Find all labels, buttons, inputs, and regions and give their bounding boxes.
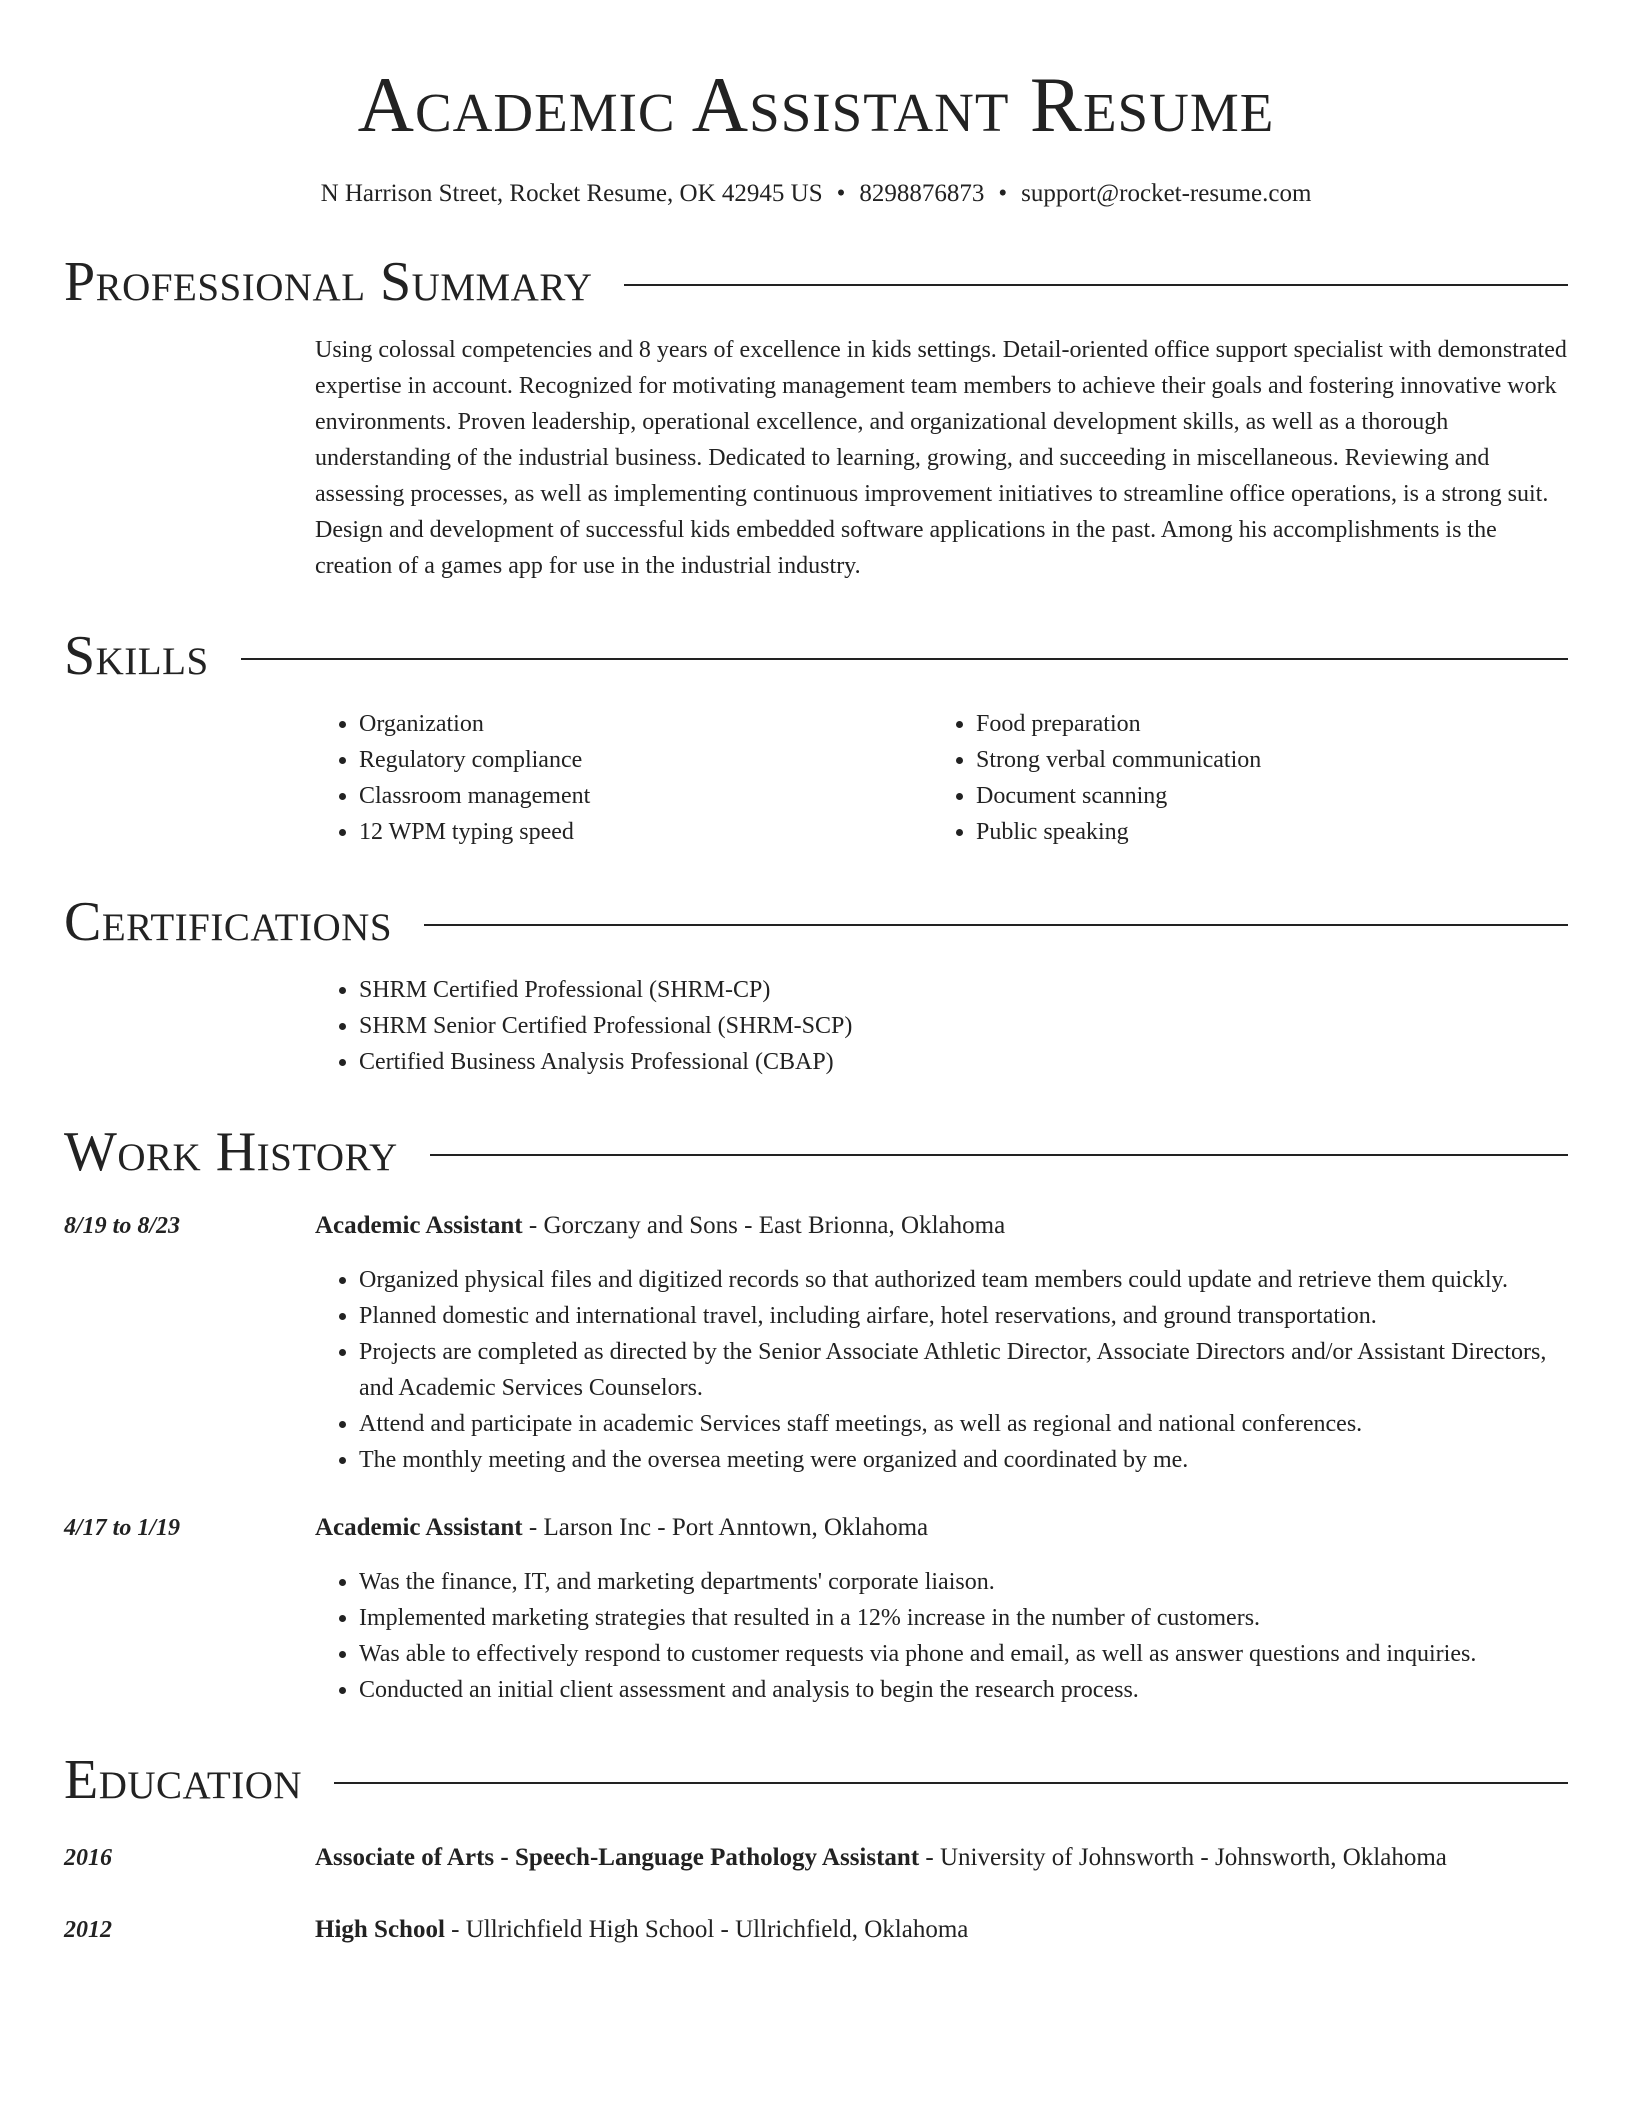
job-dates: 8/19 to 8/23 xyxy=(64,1213,181,1239)
skill-item: • Organization xyxy=(359,706,932,742)
skills-heading: Skills xyxy=(64,625,209,687)
job-entry xyxy=(64,1510,1568,1708)
job-heading xyxy=(315,1208,1568,1244)
job-title: Academic Assistant xyxy=(315,1514,523,1541)
certification-item: • Certified Business Analysis Professional (CBAP) xyxy=(359,1044,1568,1080)
education-school: - University of Johnsworth - Johnsworth, Oklahoma xyxy=(919,1844,1447,1871)
job-bullet: • Attend and participate in academic Services staff meetings, as well as regional and national conferences. xyxy=(359,1406,1568,1442)
resume-title: Academic Assistant Resume xyxy=(357,61,1275,148)
summary-section-header xyxy=(64,250,1568,314)
education-year: 2016 xyxy=(64,1845,112,1871)
section-divider xyxy=(241,658,1568,660)
education-body xyxy=(315,1840,1447,1876)
job-employer: - Larson Inc - Port Anntown, Oklahoma xyxy=(522,1514,929,1541)
job-bullet: • The monthly meeting and the oversea meeting were organized and coordinated by me. xyxy=(359,1442,1568,1478)
contact-line xyxy=(64,178,1568,210)
job-title: Academic Assistant xyxy=(315,1212,523,1239)
job-entry xyxy=(64,1208,1568,1478)
job-bullet: • Implemented marketing strategies that resulted in a 12% increase in the number of customers. xyxy=(359,1600,1568,1636)
skill-item: • Document scanning xyxy=(976,778,1549,814)
section-divider xyxy=(624,284,1568,286)
job-heading xyxy=(315,1510,1568,1546)
certification-item: • SHRM Certified Professional (SHRM-CP) xyxy=(359,972,1568,1008)
job-bullet: • Was able to effectively respond to customer requests via phone and email, as well as answer questions and inquiries. xyxy=(359,1636,1568,1672)
skill-item: • Food preparation xyxy=(976,706,1549,742)
section-divider xyxy=(334,1782,1568,1784)
skill-item: • Public speaking xyxy=(976,814,1549,850)
summary-text: Using colossal competencies and 8 years of excellence in kids settings. Detail-oriented office support specialist with demonstrated expertise in account. Recognized for motivating management team members to achieve their goals and fostering innovative work environments. Proven leadership, operational excellence, and organizational development skills, as well as a thorough understanding of the industrial business. Dedicated to learning, growing, and succeeding in miscellaneous. Reviewing and assessing processes, as well as implementing continuous improvement initiatives to streamline office operations, is a strong suit. Design and development of successful kids embedded software applications in the past. Among his accomplishments is the creation of a games app for use in the industrial industry. xyxy=(315,337,1567,579)
job-body xyxy=(315,1208,1568,1478)
job-employer: - Gorczany and Sons - East Brionna, Oklahoma xyxy=(522,1212,1006,1239)
certifications-heading: Certifications xyxy=(64,891,393,953)
contact-separator: • xyxy=(998,180,1008,207)
certifications-section-header xyxy=(64,890,1568,954)
job-bullet: • Projects are completed as directed by the Senior Associate Athletic Director, Associate Directors and/or Assistant Directors, and Academic Services Counselors. xyxy=(359,1334,1568,1406)
job-bullets xyxy=(315,1564,1568,1708)
education-degree: High School xyxy=(315,1916,445,1943)
job-body xyxy=(315,1510,1568,1708)
section-divider xyxy=(424,924,1568,926)
certification-item: • SHRM Senior Certified Professional (SHRM-SCP) xyxy=(359,1008,1568,1044)
job-dates: 4/17 to 1/19 xyxy=(64,1515,181,1541)
work-history-heading: Work History xyxy=(64,1121,398,1183)
summary-heading: Professional Summary xyxy=(64,251,593,313)
contact-email: support@rocket-resume.com xyxy=(1021,180,1312,207)
skill-item: • Classroom management xyxy=(359,778,932,814)
contact-separator: • xyxy=(836,180,846,207)
education-body xyxy=(315,1912,968,1948)
skills-column-left xyxy=(315,706,932,850)
work-history-section-header xyxy=(64,1120,1568,1184)
education-school: - Ullrichfield High School - Ullrichfield, Oklahoma xyxy=(444,1916,969,1943)
education-entry xyxy=(64,1840,1568,1876)
section-divider xyxy=(430,1154,1568,1156)
skills-section-header xyxy=(64,624,1568,688)
job-bullet: • Was the finance, IT, and marketing departments' corporate liaison. xyxy=(359,1564,1568,1600)
education-entry xyxy=(64,1912,1568,1948)
skill-item: • Strong verbal communication xyxy=(976,742,1549,778)
education-year: 2012 xyxy=(64,1917,112,1943)
skill-item: • Regulatory compliance xyxy=(359,742,932,778)
job-bullets xyxy=(315,1262,1568,1478)
education-section-header xyxy=(64,1748,1568,1812)
skills-column-right xyxy=(932,706,1549,850)
certifications-list xyxy=(315,972,1568,1080)
job-bullet: • Planned domestic and international travel, including airfare, hotel reservations, and ground transportation. xyxy=(359,1298,1568,1334)
skill-item: • 12 WPM typing speed xyxy=(359,814,932,850)
job-bullet: • Organized physical files and digitized records so that authorized team members could update and retrieve them quickly. xyxy=(359,1262,1568,1298)
job-bullet: • Conducted an initial client assessment and analysis to begin the research process. xyxy=(359,1672,1568,1708)
contact-address: N Harrison Street, Rocket Resume, OK 42945 US xyxy=(320,180,823,207)
education-heading: Education xyxy=(64,1749,303,1811)
education-degree: Associate of Arts - Speech-Language Pathology Assistant xyxy=(315,1844,920,1871)
skills-list xyxy=(315,706,1568,850)
contact-phone: 8298876873 xyxy=(859,180,985,207)
